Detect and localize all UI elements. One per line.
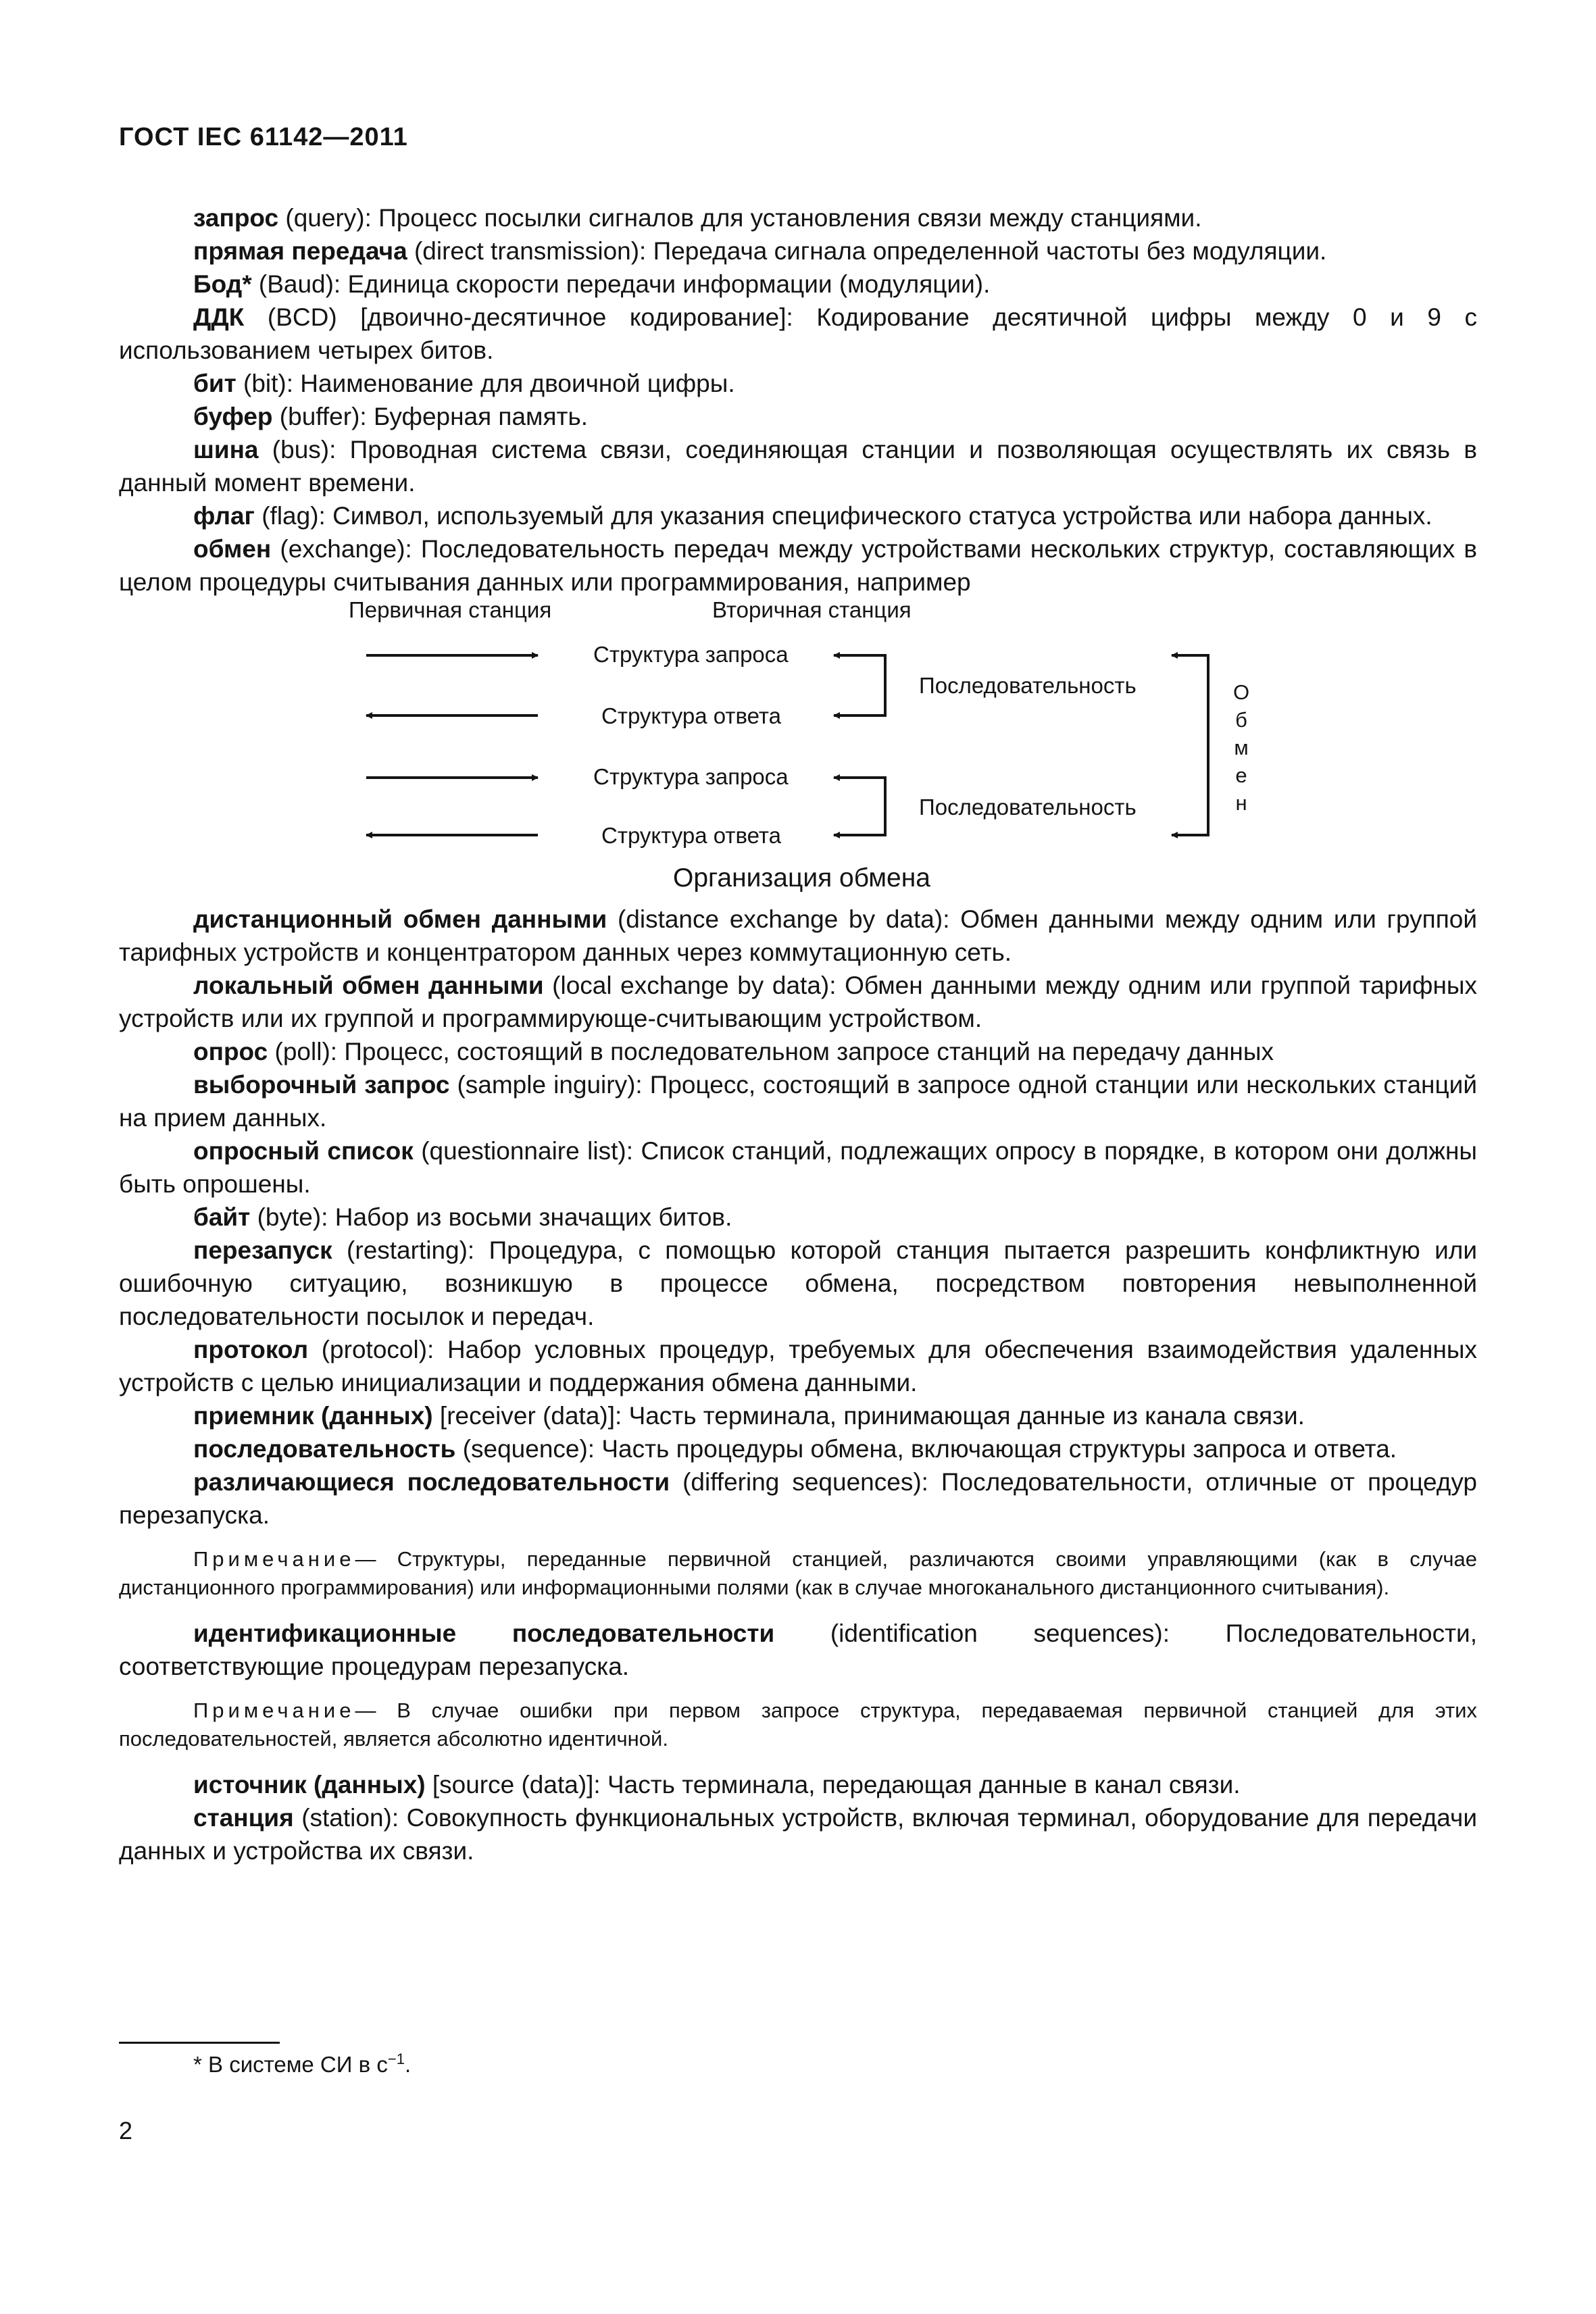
def-protocol: протокол (protocol): Набор условных процедур, требуемых для обеспечения взаимодействия удаленных устройств с целью инициализации и поддержания обмена данными. — [119, 1336, 1477, 1397]
def-bit: бит (bit): Наименование для двоичной цифры. — [193, 370, 735, 397]
def-byte: байт (byte): Набор из восьми значащих битов. — [193, 1203, 732, 1231]
note-2: Примечание— В случае ошибки при первом запросе структура, передаваемая первичной станцией для этих последовательностей, является абсолютно идентичной. — [119, 1699, 1477, 1751]
def-sample-inquiry: выборочный запрос (sample inguiry): Процесс, состоящий в запросе одной станции или нескольких станций на прием данных. — [119, 1071, 1478, 1132]
document-body — [119, 201, 1477, 1867]
def-station: станция (station): Совокупность функциональных устройств, включая терминал, оборудование для передачи данных и устройства их связи. — [119, 1804, 1477, 1865]
label-response-2: Структура ответа — [601, 823, 781, 848]
page-number: 2 — [119, 2117, 133, 2144]
def-bus: шина (bus): Проводная система связи, соединяющая станции и позволяющая осуществлять их связь в данный момент времени. — [119, 436, 1477, 497]
def-direct-transmission: прямая передача (direct transmission): Передача сигнала определенной частоты без модуляции. — [193, 237, 1327, 265]
def-source: источник (данных) [source (data)]: Часть терминала, передающая данные в канал связи. — [193, 1771, 1241, 1799]
def-flag: флаг (flag): Символ, используемый для указания специфического статуса устройства или набора данных. — [193, 502, 1432, 530]
footnote-rule — [119, 2042, 280, 2044]
label-request-1: Структура запроса — [593, 642, 789, 667]
bracket-sequence-1 — [835, 655, 885, 715]
def-sequence: последовательность (sequence): Часть процедуры обмена, включающая структуры запроса и ответа. — [193, 1435, 1397, 1463]
bracket-exchange — [1173, 655, 1208, 835]
label-primary-station: Первичная станция — [349, 597, 552, 622]
def-receiver: приемник (данных) [receiver (data)]: Часть терминала, принимающая данные из канала связи. — [193, 1402, 1305, 1430]
label-secondary-station: Вторичная станция — [712, 597, 912, 622]
def-query: запрос (query): Процесс посылки сигналов для установления связи между станциями. — [193, 204, 1202, 232]
diagram-caption: Организация обмена — [673, 863, 930, 892]
def-exchange: обмен (exchange): Последовательность передач между устройствами нескольких структур, составляющих в целом процедуры считывания данных или программирования, например — [119, 535, 1477, 596]
document-header: ГОСТ IEC 61142—2011 — [119, 123, 408, 151]
label-sequence-1: Последовательность — [919, 673, 1137, 698]
def-differing-sequences: различающиеся последовательности (differing sequences): Последовательности, отличные от процедур перезапуска. — [119, 1468, 1477, 1529]
def-buffer: буфер (buffer): Буферная память. — [193, 403, 589, 430]
def-restarting: перезапуск (restarting): Процедура, с помощью которой станция пытается разрешить конфликтную или ошибочную ситуацию, возникшую в процессе обмена, посредством повторения невыполненной последовательности посылок и передач. — [119, 1236, 1477, 1330]
footnote: * В системе СИ в $с^{-1}$. — [193, 2051, 412, 2077]
exchange-diagram — [119, 599, 1477, 903]
bracket-sequence-2 — [835, 778, 885, 835]
label-sequence-2: Последовательность — [919, 795, 1137, 820]
note-1: Примечание— Структуры, переданные первичной станцией, различаются своими управляющими (как в случае дистанционного программирования) или информационными полями (как в случае многоканального дистанционного считывания). — [119, 1547, 1477, 1599]
def-bcd: ДДК (BCD) [двоично-десятичное кодирование]: Кодирование десятичной цифры между 0 и 9 с использованием четырех битов. — [119, 303, 1477, 364]
def-baud: Бод* (Baud): Единица скорости передачи информации (модуляции). — [193, 270, 991, 298]
def-identification-sequences: идентификационные последовательности (identification sequences): Последовательности, соответствующие процедурам перезапуска. — [119, 1619, 1477, 1680]
label-exchange-vertical: О б м е н — [1232, 680, 1250, 815]
def-distance-exchange: дистанционный обмен данными (distance exchange by data): Обмен данными между одним или группой тарифных устройств и концентратором данных через коммутационную сеть. — [119, 905, 1477, 966]
def-local-exchange: локальный обмен данными (local exchange by data): Обмен данными между одним или группой тарифных устройств или их группой и программирующе-считывающим устройством. — [119, 972, 1478, 1032]
label-request-2: Структура запроса — [593, 764, 789, 789]
exchange-diagram-lines — [119, 599, 1477, 903]
def-questionnaire-list: опросный список (questionnaire list): Список станций, подлежащих опросу в порядке, в котором они должны быть опрошены. — [119, 1137, 1477, 1198]
label-response-1: Структура ответа — [601, 703, 781, 728]
def-poll: опрос (poll): Процесс, состоящий в последовательном запросе станций на передачу данных — [193, 1038, 1274, 1065]
